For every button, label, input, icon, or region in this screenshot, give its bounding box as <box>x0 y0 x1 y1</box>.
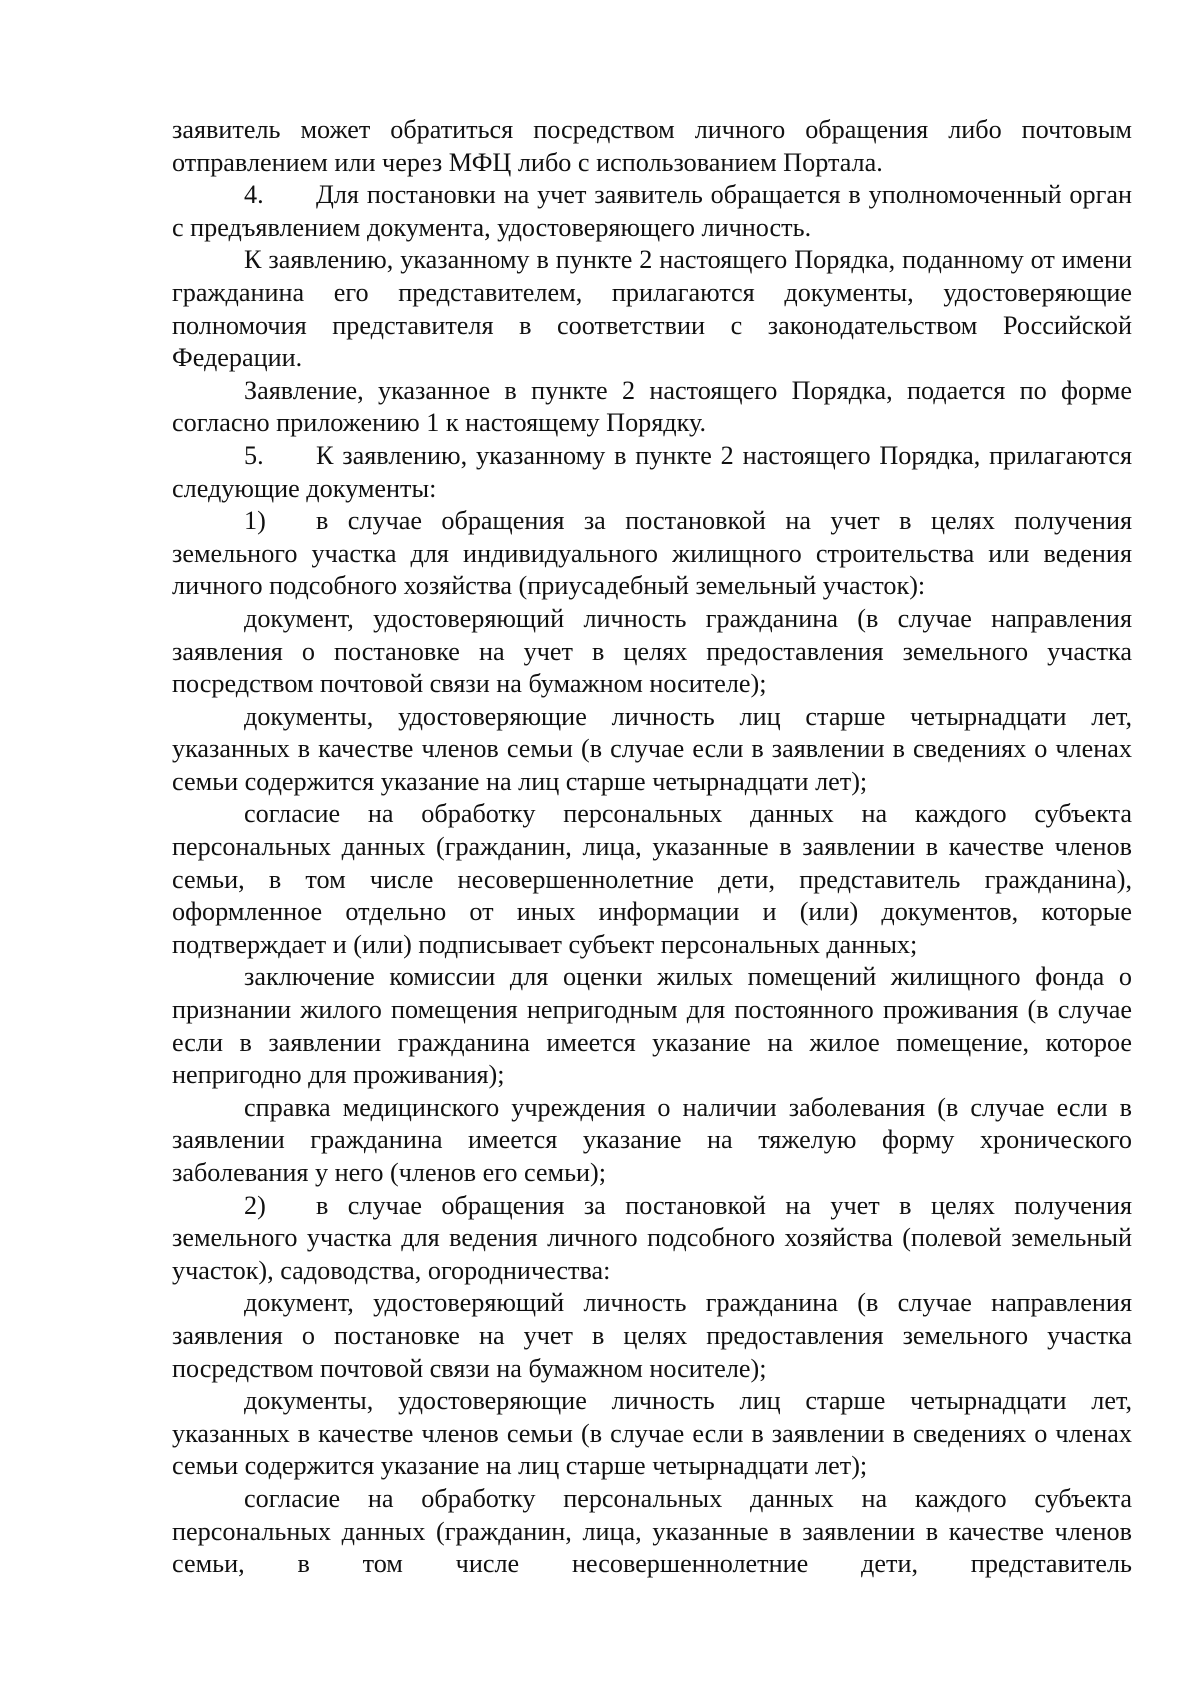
paragraph-number: 4. <box>244 180 264 210</box>
paragraph-personal-data-consent-2 <box>172 1483 1132 1581</box>
paragraph-subitem-1 <box>172 505 1132 603</box>
paragraph-identity-document <box>172 603 1132 701</box>
paragraph-item-5 <box>172 440 1132 505</box>
paragraph-family-documents <box>172 701 1132 799</box>
paragraph-text: согласие на обработку персональных данных на каждого субъекта персональных данных (гражданин, лица, указанные в заявлении в качестве членов семьи, в том числе несовершеннолетние дети, представитель <box>172 1483 1132 1579</box>
paragraph-identity-document-2 <box>172 1287 1132 1385</box>
paragraph-subitem-2 <box>172 1190 1132 1288</box>
paragraph-number: 1) <box>244 506 266 536</box>
paragraph-family-documents-2 <box>172 1385 1132 1483</box>
paragraph-text: в случае обращения за постановкой на учет в целях получения земельного участка для индивидуального жилищного строительства или ведения личного подсобного хозяйства (приусадебный земельный участок): <box>172 506 1132 601</box>
paragraph-text: документы, удостоверяющие личность лиц старше четырнадцати лет, указанных в качестве членов семьи (в случае если в заявлении в сведениях о членах семьи содержится указание на лиц старше четырнадцати лет); <box>172 1386 1132 1481</box>
paragraph-number: 5. <box>244 440 264 470</box>
paragraph-representative <box>172 244 1132 374</box>
paragraph-medical-certificate <box>172 1092 1132 1190</box>
paragraph-text: К заявлению, указанному в пункте 2 настоящего Порядка, прилагаются следующие документы: <box>172 440 1132 503</box>
paragraph-personal-data-consent <box>172 798 1132 961</box>
paragraph-text: документы, удостоверяющие личность лиц старше четырнадцати лет, указанных в качестве членов семьи (в случае если в заявлении в сведениях о членах семьи содержится указание на лиц старше четырнадцати лет); <box>172 701 1132 796</box>
paragraph-continuation <box>172 114 1132 179</box>
paragraph-text: заключение комиссии для оценки жилых помещений жилищного фонда о признании жилого помещения непригодным для постоянного проживания (в случае если в заявлении гражданина имеется указание на жилое помещение, которое непригодно для проживания); <box>172 962 1132 1090</box>
paragraph-number: 2) <box>244 1190 266 1220</box>
paragraph-text: документ, удостоверяющий личность гражданина (в случае направления заявления о постановке на учет в целях предоставления земельного участка посредством почтовой связи на бумажном носителе); <box>172 1288 1132 1383</box>
paragraph-text: Для постановки на учет заявитель обращается в уполномоченный орган с предъявлением документа, удостоверяющего личность. <box>172 180 1132 242</box>
paragraph-text: в случае обращения за постановкой на учет в целях получения земельного участка для ведения личного подсобного хозяйства (полевой земельный участок), садоводства, огородничества: <box>172 1190 1132 1285</box>
paragraph-text: справка медицинского учреждения о наличии заболевания (в случае если в заявлении гражданина имеется указание на тяжелую форму хронического заболевания у него (членов его семьи); <box>172 1092 1132 1187</box>
paragraph-text: заявитель может обратиться посредством личного обращения либо почтовым отправлением или через МФЦ либо с использованием Портала. <box>172 115 1132 177</box>
paragraph-form <box>172 375 1132 440</box>
paragraph-commission-conclusion <box>172 961 1132 1091</box>
paragraph-item-4 <box>172 179 1132 244</box>
paragraph-text: Заявление, указанное в пункте 2 настоящего Порядка, подается по форме согласно приложению 1 к настоящему Порядку. <box>172 375 1132 438</box>
paragraph-text: согласие на обработку персональных данных на каждого субъекта персональных данных (гражданин, лица, указанные в заявлении в качестве членов семьи, в том числе несовершеннолетние дети, представитель гражданина), оформленное отдельно от иных информации и (или) документов, которые подтверждает и (или) подписывает субъект персональных данных; <box>172 799 1132 959</box>
paragraph-text: документ, удостоверяющий личность гражданина (в случае направления заявления о постановке на учет в целях предоставления земельного участка посредством почтовой связи на бумажном носителе); <box>172 603 1132 699</box>
paragraph-text: К заявлению, указанному в пункте 2 настоящего Порядка, поданному от имени гражданина его представителем, прилагаются документы, удостоверяющие полномочия представителя в соответствии с законодательством Российской Федерации. <box>172 245 1132 373</box>
